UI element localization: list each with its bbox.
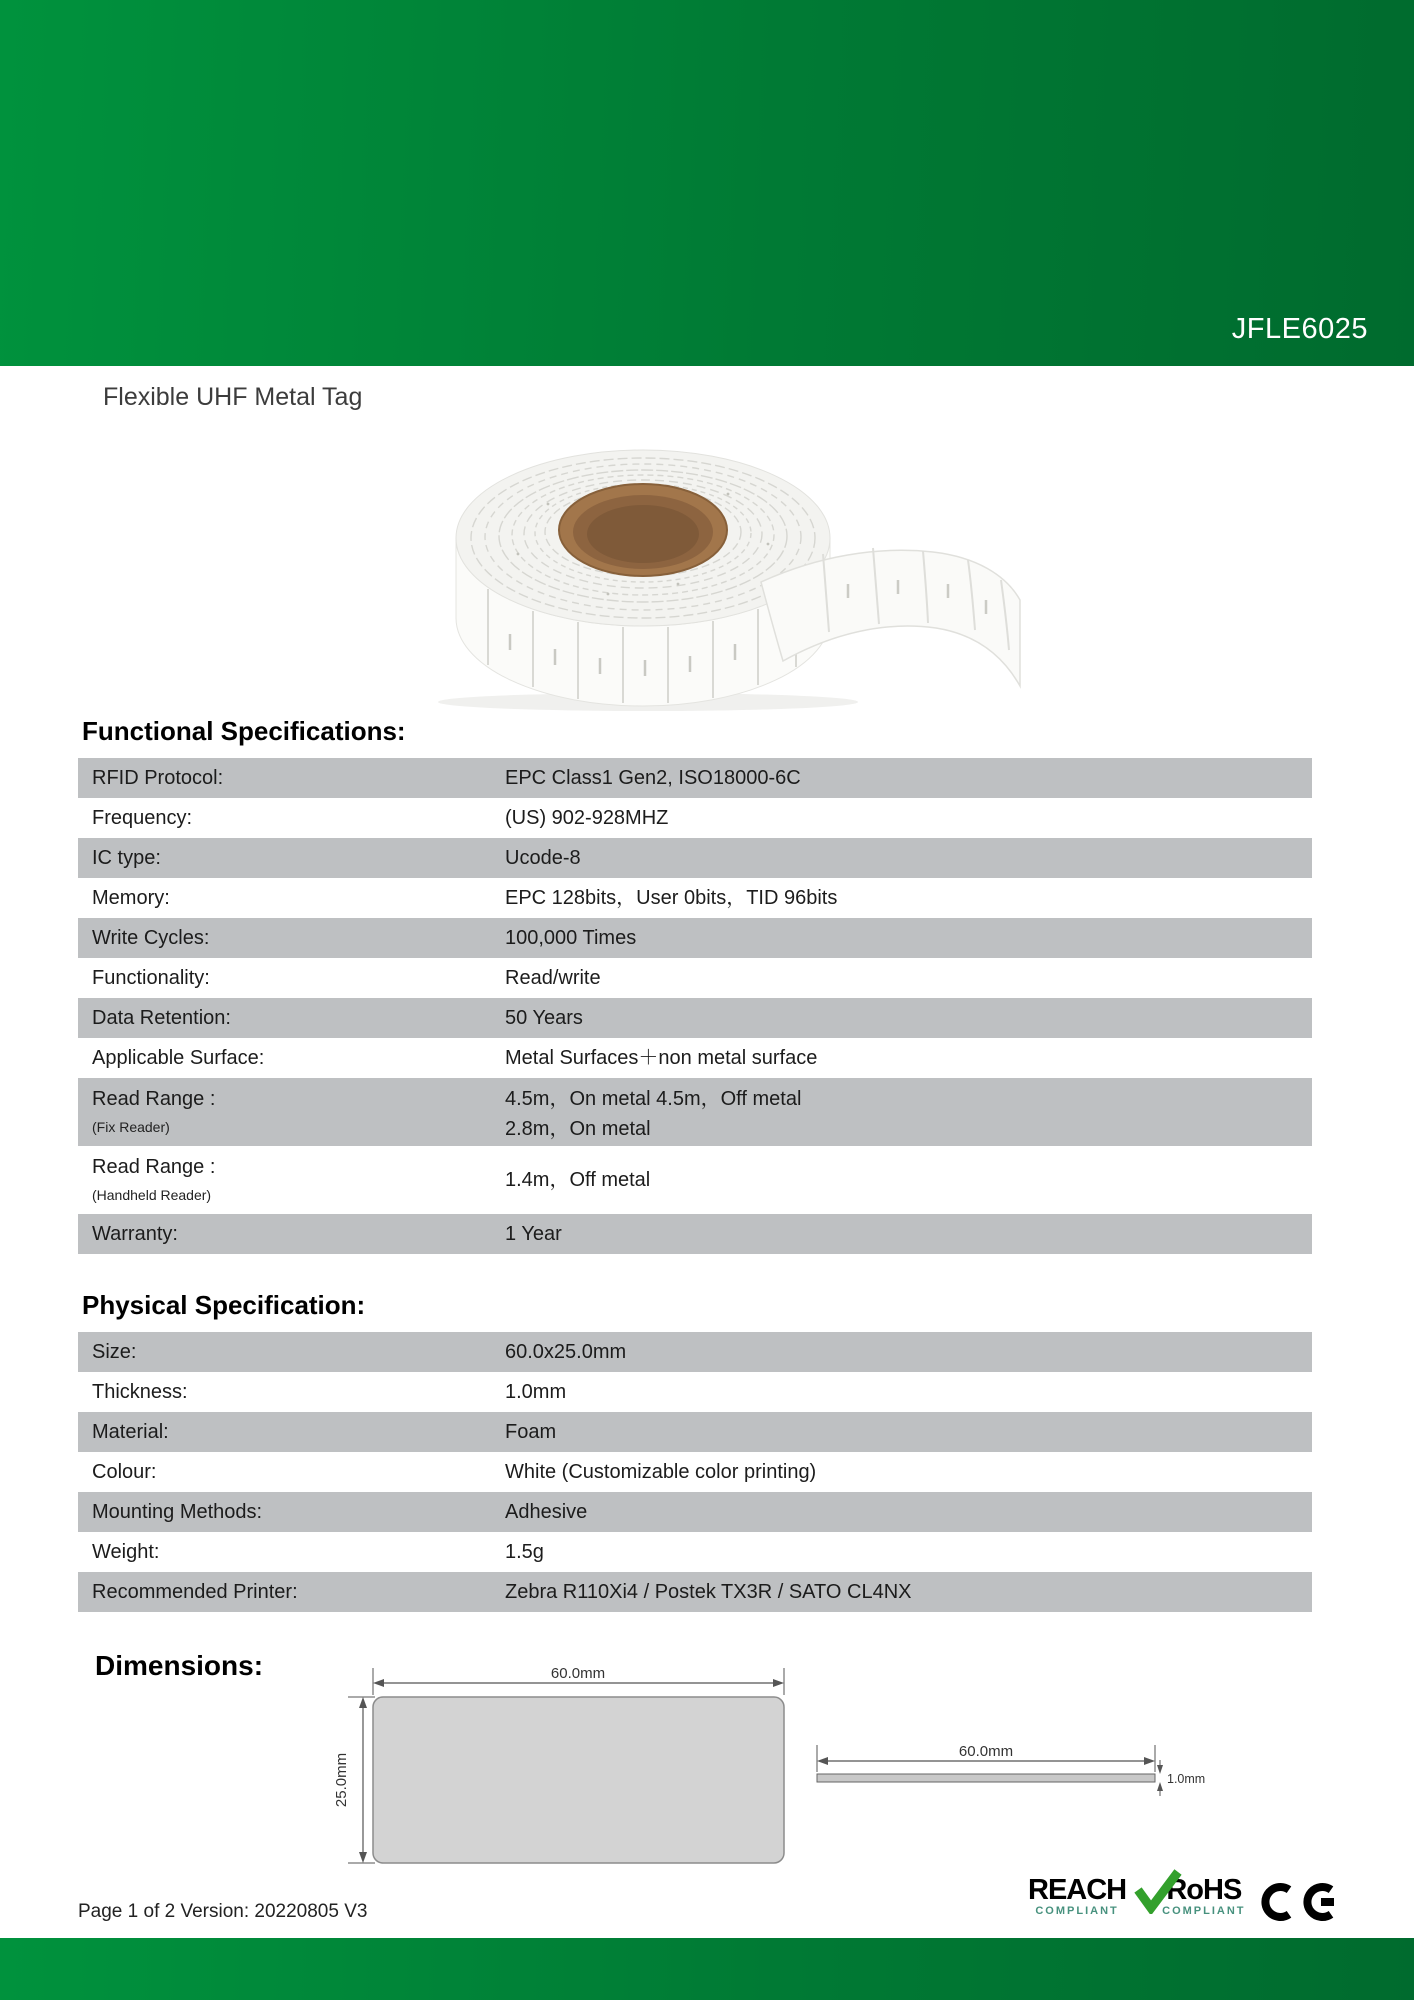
spec-value-line2: 2.8m，On metal: [505, 1118, 651, 1140]
check-icon: [1132, 1866, 1184, 1914]
spec-value: EPC Class1 Gen2, ISO18000-6C: [505, 767, 801, 789]
table-row: [78, 1214, 1312, 1254]
spec-label-main: Read Range :: [92, 1156, 216, 1178]
spec-label: RFID Protocol:: [92, 767, 224, 789]
rohs-title: RoHS: [1166, 1874, 1242, 1906]
spec-label: Warranty:: [92, 1223, 178, 1245]
spec-label-sub: (Fix Reader): [92, 1119, 170, 1135]
label-roll-illustration: [428, 434, 1040, 716]
spec-value: Read/write: [505, 967, 601, 989]
table-row: [78, 958, 1312, 998]
spec-label: Memory:: [92, 887, 170, 909]
spec-label: Weight:: [92, 1541, 160, 1563]
table-row: [78, 1452, 1312, 1492]
table-row: [78, 998, 1312, 1038]
spec-value-line1: 4.5m，On metal 4.5m，Off metal: [505, 1088, 802, 1110]
page-title: Flexible UHF Metal Tag: [103, 383, 363, 411]
spec-label: Frequency:: [92, 807, 193, 829]
spec-value: Metal Surfaces＋non metal surface: [505, 1047, 818, 1069]
reach-title: REACH: [1028, 1874, 1127, 1906]
table-row: [78, 758, 1312, 798]
spec-value: 60.0x25.0mm: [505, 1341, 627, 1363]
ce-mark: [1260, 1876, 1352, 1927]
physical-spec-heading: Physical Specification:: [82, 1290, 366, 1320]
functional-spec-table: [78, 758, 1312, 1254]
table-row: [78, 1532, 1312, 1572]
reach-subtitle: COMPLIANT: [1035, 1905, 1119, 1917]
physical-spec-table: [78, 1332, 1312, 1612]
spec-label-sub: (Handheld Reader): [92, 1187, 212, 1203]
table-row: [78, 1146, 1312, 1214]
spec-label: [78, 1146, 505, 1214]
dimensions-heading: Dimensions:: [95, 1650, 264, 1681]
tag-side-view: [817, 1774, 1155, 1782]
spec-value: (US) 902-928MHZ: [505, 807, 669, 829]
spec-label: Write Cycles:: [92, 927, 210, 949]
spec-value: EPC 128bits，User 0bits，TID 96bits: [505, 887, 838, 909]
rohs-logo: [1140, 1876, 1245, 1918]
spec-value: 1 Year: [505, 1223, 562, 1245]
spec-value: 50 Years: [505, 1007, 583, 1029]
spec-value: Zebra R110Xi4 / Postek TX3R / SATO CL4NX: [505, 1581, 912, 1603]
functional-specs-heading: Functional Specifications:: [82, 716, 406, 746]
table-row: [78, 1572, 1312, 1612]
table-row: [78, 878, 1312, 918]
reach-logo: [1028, 1876, 1126, 1918]
spec-label: IC type:: [92, 847, 161, 869]
header-band: [0, 0, 1414, 366]
model-code: JFLE6025: [1231, 313, 1368, 345]
tag-front-view: [373, 1697, 784, 1863]
side-width-label: 60.0mm: [958, 1743, 1014, 1760]
spec-label: [78, 1078, 505, 1146]
spec-value: Foam: [505, 1421, 557, 1443]
spec-label: Size:: [92, 1341, 137, 1363]
front-height-label: 25.0mm: [333, 1752, 350, 1808]
rohs-subtitle: COMPLIANT: [1162, 1905, 1246, 1917]
spec-label: Recommended Printer:: [92, 1581, 298, 1603]
spec-label: Functionality:: [92, 967, 210, 989]
table-row: [78, 1492, 1312, 1532]
table-row: [78, 1412, 1312, 1452]
table-row: [78, 1038, 1312, 1078]
spec-label: Mounting Methods:: [92, 1501, 263, 1523]
spec-label: Applicable Surface:: [92, 1047, 265, 1069]
spec-value-line1: 1.4m，Off metal: [505, 1169, 651, 1191]
table-row: [78, 798, 1312, 838]
spec-value: 100,000 Times: [505, 927, 637, 949]
spec-label: Data Retention:: [92, 1007, 231, 1029]
compliance-logos: [1028, 1876, 1352, 1936]
thickness-label: 1.0mm: [1167, 1772, 1206, 1786]
table-row: [78, 1332, 1312, 1372]
ce-icon: [1260, 1882, 1352, 1922]
spec-label: Colour:: [92, 1461, 157, 1483]
page-info: Page 1 of 2 Version: 20220805 V3: [78, 1901, 368, 1922]
spec-label: Material:: [92, 1421, 169, 1443]
table-row: [78, 838, 1312, 878]
table-row: [78, 918, 1312, 958]
spec-value: [505, 1078, 1312, 1146]
dimensions-drawing: [0, 1650, 1414, 1900]
spec-value: 1.0mm: [505, 1381, 567, 1403]
product-photo: [428, 434, 1040, 716]
spec-value: Adhesive: [505, 1501, 588, 1523]
spec-label-main: Read Range :: [92, 1088, 216, 1110]
spec-value: 1.5g: [505, 1541, 544, 1563]
spec-value: White (Customizable color printing): [505, 1461, 817, 1483]
spec-value: [505, 1146, 1312, 1214]
spec-label: Thickness:: [92, 1381, 188, 1403]
spec-value: Ucode-8: [505, 847, 581, 869]
front-width-label: 60.0mm: [550, 1665, 606, 1682]
table-row: [78, 1372, 1312, 1412]
table-row: [78, 1078, 1312, 1146]
footer-band: [0, 1938, 1414, 2000]
